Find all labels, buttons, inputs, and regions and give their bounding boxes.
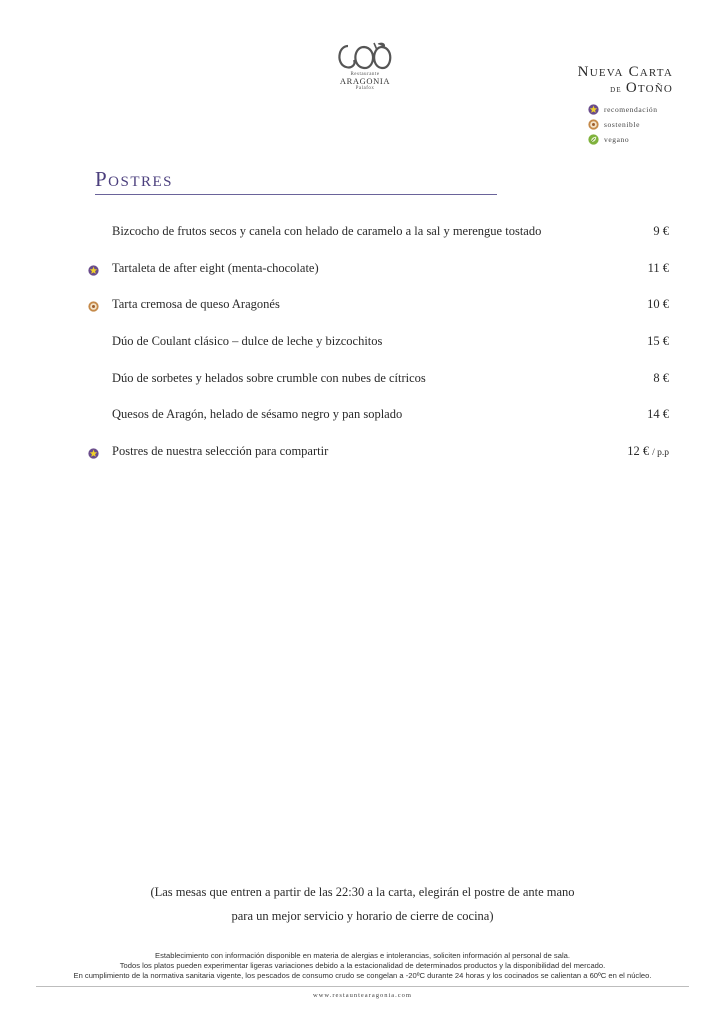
flower-star-icon — [588, 104, 599, 115]
legend-label: recomendación — [604, 105, 658, 114]
menu-item-price — [653, 371, 669, 386]
recommendation-icon — [88, 263, 99, 274]
menu-item — [0, 295, 725, 317]
menu-item — [0, 222, 725, 244]
legend-item-sustainable — [588, 117, 658, 132]
disclaimer-line1: Establecimiento con información disponible en materia de alergias e intolerancias, soliciten información al personal de sala. — [155, 951, 570, 960]
season-line2 — [578, 80, 673, 98]
legend-item-vegan — [588, 132, 658, 147]
note-line2: para un mejor servicio y horario de cierre de cocina) — [231, 909, 494, 923]
legend-item-recommendation — [588, 102, 658, 117]
legend-label: sostenible — [604, 120, 640, 129]
recommendation-icon — [88, 446, 99, 457]
price-value: 14 € — [647, 407, 669, 421]
price-value: 11 € — [647, 261, 669, 275]
menu-item-price — [627, 444, 669, 459]
disclaimer-line2: Todos los platos pueden experimentar ligeras variaciones debido a la estacionalidad de determinados productos y la disponibilidad del mercado. — [119, 960, 606, 970]
legal-disclaimer — [0, 951, 725, 980]
footer-divider — [36, 986, 689, 987]
menu-item-name: Quesos de Aragón, helado de sésamo negro y pan soplado — [112, 407, 403, 421]
logo-mark-icon — [334, 40, 396, 74]
logo-line1: Restaurante — [350, 72, 380, 77]
price-value: 12 € — [627, 444, 650, 458]
sustainable-icon — [588, 119, 599, 130]
menu-item-name: Bizcocho de frutos secos y canela con helado de caramelo a la sal y merengue tostado — [112, 224, 542, 238]
menu-item-name: Dúo de sorbetes y helados sobre crumble con nubes de cítricos — [112, 371, 426, 385]
season-line1: Nueva Carta — [577, 64, 673, 80]
menu-item — [0, 369, 725, 391]
menu-item-price — [647, 334, 669, 349]
menu-item — [0, 332, 725, 354]
price-unit: / p.p — [652, 448, 669, 458]
menu-item — [0, 442, 725, 464]
price-value: 9 € — [653, 224, 669, 238]
website-link[interactable]: www.restauntearagonia.com — [313, 992, 412, 999]
logo-name: ARAGONIA — [339, 76, 391, 86]
price-value: 8 € — [653, 371, 669, 385]
vegan-leaf-icon — [588, 134, 599, 145]
price-value: 10 € — [647, 297, 669, 311]
menu-item-name: Dúo de Coulant clásico – dulce de leche y bizcochitos — [112, 334, 383, 348]
menu-item — [0, 259, 725, 281]
menu-item-price — [653, 224, 669, 239]
late-table-note — [0, 880, 725, 928]
menu-item-name: Tartaleta de after eight (menta-chocolate) — [112, 261, 319, 275]
section-divider — [95, 194, 497, 195]
menu-item — [0, 405, 725, 427]
season-main: Otoño — [625, 80, 673, 96]
logo-line3: Palafox — [355, 86, 375, 91]
note-line1: (Las mesas que entren a partir de las 22:30 a la carta, elegirán el postre de ante mano — [150, 885, 575, 899]
season-prefix: de — [610, 84, 622, 95]
disclaimer-line3: En cumplimiento de la normativa sanitaria vigente, los pescados de consumo crudo se congelan a -20ºC durante 24 horas y los cocinados se calientan a 60ºC en el núcleo. — [73, 970, 652, 980]
menu-item-name: Tarta cremosa de queso Aragonés — [112, 297, 280, 311]
section-title: Postres — [95, 167, 174, 191]
menu-item-price — [647, 407, 669, 422]
legend-label: vegano — [604, 135, 630, 144]
restaurant-logo — [325, 40, 405, 91]
menu-item-price — [648, 261, 669, 276]
menu-item-name: Postres de nuestra selección para compartir — [112, 444, 329, 458]
season-heading — [578, 64, 673, 98]
menu-item-price — [647, 297, 669, 312]
legend — [588, 102, 658, 147]
price-value: 15 € — [647, 334, 669, 348]
sustainable-icon — [88, 299, 99, 310]
